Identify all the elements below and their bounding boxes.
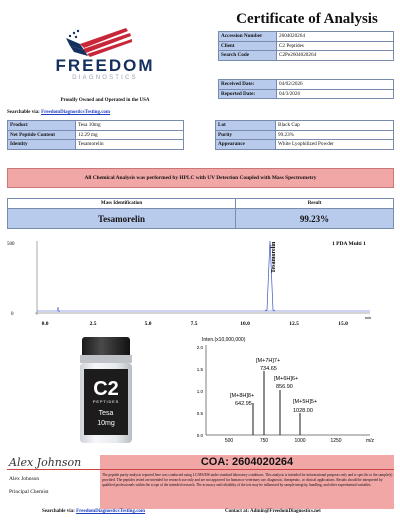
footer-contact-label: Contact at: xyxy=(225,509,250,514)
table-row xyxy=(219,89,394,99)
table-row xyxy=(216,130,394,140)
hplc-x-tick: 2.5 xyxy=(89,321,97,327)
hplc-x-tick: 0.0 xyxy=(41,321,49,327)
table-value: 04/3/2026 xyxy=(277,89,394,99)
table-row xyxy=(216,140,394,150)
table-value: Tesamorelin xyxy=(76,140,184,150)
identification-value: Tesamorelin xyxy=(8,209,236,229)
ms-peak-mz: 734.65 xyxy=(260,366,277,372)
ms-y-title: Inten.(x10,000,000) xyxy=(202,337,246,343)
table-key: Reported Date: xyxy=(219,89,277,99)
ms-y-tick: 0.5 xyxy=(196,411,203,416)
ms-peak-mz: 856.90 xyxy=(276,384,293,390)
ms-peak-mz: 1028.00 xyxy=(293,408,313,414)
table-value: 12.29 mg xyxy=(76,130,184,140)
signature-divider xyxy=(7,469,394,470)
product-table-left xyxy=(7,120,184,150)
footer-search-link[interactable]: FreedomDiagnosticsTesting.com xyxy=(76,509,146,514)
table-row xyxy=(8,130,184,140)
result-value: 99.23% xyxy=(236,209,394,229)
table-value: Black Cap xyxy=(276,121,394,131)
hplc-channel-label: 1 PDA Multi 1 xyxy=(332,241,366,247)
table-value: 04/02/2026 xyxy=(277,80,394,90)
table-key: Lot xyxy=(216,121,276,131)
ms-peak-ion: [M+7H]7+ xyxy=(256,358,281,364)
signer-title: Principal Chemist xyxy=(9,489,49,495)
ms-y-tick: 1.5 xyxy=(196,367,203,372)
table-value: C2 Peptides xyxy=(277,41,394,51)
brand-subtitle: DIAGNOSTICS xyxy=(72,75,138,81)
vial-label-name: Tesa xyxy=(98,410,114,417)
brand-name: FREEDOM xyxy=(55,56,155,75)
ms-x-tick: 1000 xyxy=(294,438,306,444)
table-row xyxy=(219,32,394,42)
searchable-link[interactable]: FreedomDiagnosticsTesting.com xyxy=(41,110,111,115)
vial-label-dose: 10mg xyxy=(97,420,115,427)
searchable-label: Searchable via: xyxy=(7,110,40,115)
ms-peak-ion: [M+6H]6+ xyxy=(274,376,299,382)
column-header-identification: Mass Identification xyxy=(8,199,236,209)
hplc-x-tick: 15.0 xyxy=(338,321,348,327)
ms-x-tick: 500 xyxy=(224,438,234,444)
ms-y-tick: 2.0 xyxy=(196,345,203,350)
table-row xyxy=(219,41,394,51)
table-key: Appearance xyxy=(216,140,276,150)
table-key: Net Peptide Content xyxy=(8,130,76,140)
table-key: Received Date: xyxy=(219,80,277,90)
table-key: Client xyxy=(219,41,277,51)
table-key: Identity xyxy=(8,140,76,150)
ms-y-tick: 0.0 xyxy=(196,433,203,438)
vial-photo xyxy=(30,335,182,447)
footer-search-label: Searchable via: xyxy=(42,509,75,514)
ms-x-tick: 1250 xyxy=(330,438,342,444)
ms-peak-ion: [M+5H]5+ xyxy=(293,399,318,405)
table-key: Purity xyxy=(216,130,276,140)
footer-contact xyxy=(225,509,321,514)
table-row xyxy=(219,80,394,90)
searchable-top xyxy=(7,110,110,115)
table-value: Tesa 10mg xyxy=(76,121,184,131)
table-value: 2604020264 xyxy=(277,32,394,42)
ms-peak-mz: 642.95 xyxy=(235,401,252,407)
ms-x-unit: m/z xyxy=(366,438,375,444)
table-row xyxy=(8,140,184,150)
signature-script: Alex Johnson xyxy=(9,456,82,469)
coa-title: COA: 2604020264 xyxy=(200,456,294,468)
table-key: Product xyxy=(8,121,76,131)
footer-contact-email[interactable]: Admin@FreedomDiagnostics.net xyxy=(250,509,321,514)
column-header-result: Result xyxy=(236,199,394,209)
mass-spectrum xyxy=(190,335,400,447)
table-header-row xyxy=(8,199,394,209)
owned-tagline: Proudly Owned and Operated in the USA xyxy=(60,98,150,103)
ms-x-tick: 750 xyxy=(259,438,269,444)
hplc-chromatogram xyxy=(5,233,395,333)
table-row xyxy=(8,209,394,229)
vial-brand: C2 xyxy=(93,378,119,400)
vial-brand-sub: PEPTIDES xyxy=(92,399,120,404)
hplc-x-tick: 5.0 xyxy=(144,321,152,327)
mass-identification-table xyxy=(7,198,394,229)
ms-y-tick: 1.0 xyxy=(196,389,203,394)
product-table-right xyxy=(215,120,394,150)
ms-peak-ion: [M+8H]8+ xyxy=(230,393,255,399)
hplc-x-tick: 10.0 xyxy=(240,321,250,327)
dates-table xyxy=(218,79,394,99)
certificate-title: Certificate of Analysis xyxy=(236,11,378,27)
table-value: White Lyophilized Powder xyxy=(276,140,394,150)
accession-info-table xyxy=(218,31,394,61)
hplc-y-top-label: 500 xyxy=(7,242,15,247)
table-value: 99.23% xyxy=(276,130,394,140)
method-banner: All Chemical Analysis was performed by HPLC with UV Detection Coupled with Mass Spectrometry xyxy=(7,168,394,188)
hplc-peak-label: Tesamorelin xyxy=(271,241,277,273)
disclaimer-text: The peptide purity analysis reported here was conducted using LC/MS/MS under standard laboratory conditions. This analysis is intended for informational purposes only and is specific to the sample(s) provided. The peptides tested are intended for research use only and are not approved for human or veterinary use, diagnostic, therapeutic, or clinical applications. Results should be interpreted by qualified professionals within the scope of the intended research. The accuracy and reliability of the test may be influenced by sample integrity, handling, and other experimental variables. xyxy=(102,473,393,487)
table-row xyxy=(8,121,184,131)
footer-search xyxy=(42,509,145,514)
table-value: C2Pe2604020264 xyxy=(277,51,394,61)
table-row xyxy=(216,121,394,131)
hplc-x-unit: min xyxy=(365,315,372,320)
table-key: Search Code xyxy=(219,51,277,61)
hplc-x-tick: 7.5 xyxy=(190,321,198,327)
table-key: Accession Number xyxy=(219,32,277,42)
hplc-y-zero-label: 0 xyxy=(11,312,14,317)
table-row xyxy=(219,51,394,61)
hplc-x-tick: 12.5 xyxy=(289,321,299,327)
signer-name: Alex Johnson xyxy=(9,476,40,482)
